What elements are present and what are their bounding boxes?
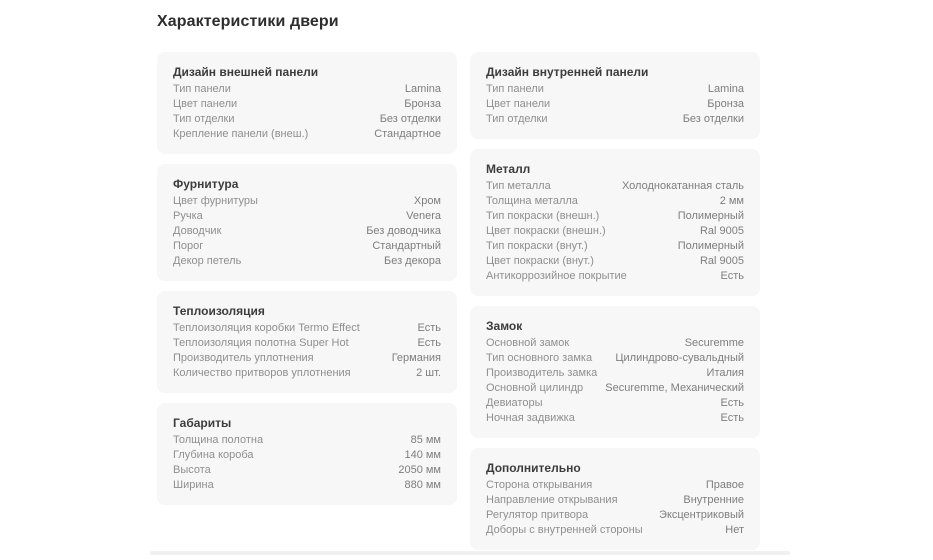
spec-row-value: Бронза (707, 98, 744, 110)
spec-row-label: Регулятор притвора (486, 509, 589, 521)
spec-row-value: 2050 мм (398, 464, 441, 476)
spec-row (486, 508, 744, 523)
spec-row-label: Основной замок (486, 337, 570, 349)
spec-row-value: Хром (413, 195, 441, 207)
spec-row-value: Внутренние (683, 494, 744, 506)
spec-row (486, 224, 744, 239)
spec-row-label: Цвет покраски (внешн.) (486, 225, 606, 237)
spec-row-value: Цилиндрово-сувальдный (615, 352, 744, 364)
spec-row (173, 351, 441, 366)
spec-row (173, 336, 441, 351)
spec-row-label: Ночная задвижка (486, 412, 575, 424)
spec-row-value: Без отделки (379, 113, 441, 125)
spec-row (486, 239, 744, 254)
spec-card-rows (173, 82, 441, 142)
spec-row-label: Доборы с внутренней стороны (486, 524, 643, 536)
spec-row-label: Крепление панели (внеш.) (173, 128, 309, 140)
spec-row (486, 112, 744, 127)
spec-row (173, 127, 441, 142)
spec-row-value: Есть (417, 322, 441, 334)
spec-row-label: Количество притворов уплотнения (173, 367, 351, 379)
spec-card (157, 403, 457, 505)
spec-row (173, 463, 441, 478)
spec-card-rows (173, 433, 441, 493)
spec-card-rows (486, 82, 744, 127)
spec-row-value: Без отделки (682, 113, 744, 125)
spec-row (486, 396, 744, 411)
spec-row-label: Теплоизоляция коробки Termo Effect (173, 322, 360, 334)
spec-row-value: Полимерный (677, 240, 744, 252)
spec-row-label: Антикоррозийное покрытие (486, 270, 627, 282)
spec-row-label: Тип отделки (486, 113, 548, 125)
spec-row (486, 366, 744, 381)
spec-row-label: Сторона открывания (486, 479, 593, 491)
spec-row-label: Толщина металла (486, 195, 578, 207)
spec-card-rows (173, 194, 441, 269)
spec-card-rows (486, 179, 744, 284)
spec-row-label: Глубина короба (173, 449, 254, 461)
spec-card-title: Металл (486, 162, 531, 176)
spec-card (157, 291, 457, 393)
spec-row-label: Цвет фурнитуры (173, 195, 258, 207)
spec-row-value: Стандартное (374, 128, 441, 140)
spec-row (486, 82, 744, 97)
spec-row-value: Полимерный (677, 210, 744, 222)
spec-row (173, 433, 441, 448)
spec-card-rows (173, 321, 441, 381)
spec-row-label: Ширина (173, 479, 214, 491)
spec-row (486, 209, 744, 224)
spec-card-title: Дополнительно (486, 461, 581, 475)
spec-row-label: Тип панели (173, 83, 231, 95)
spec-row-label: Декор петель (173, 255, 242, 267)
spec-row-value: Италия (706, 367, 744, 379)
spec-row-value: 140 мм (404, 449, 441, 461)
spec-row-label: Доводчик (173, 225, 222, 237)
spec-row-value: Ral 9005 (699, 225, 744, 237)
spec-row (486, 97, 744, 112)
spec-row-value: Германия (391, 352, 441, 364)
spec-card-title: Габариты (173, 416, 232, 430)
spec-row-label: Производитель уплотнения (173, 352, 314, 364)
spec-row-value: Ral 9005 (699, 255, 744, 267)
spec-row-value: 2 шт. (416, 367, 441, 379)
spec-row-value: Есть (720, 412, 744, 424)
spec-row-label: Тип покраски (внешн.) (486, 210, 600, 222)
spec-card-rows (486, 478, 744, 538)
spec-card-title: Фурнитура (173, 177, 239, 191)
spec-row (486, 254, 744, 269)
spec-row-value: Есть (417, 337, 441, 349)
spec-row-value: Эксцентриковый (659, 509, 744, 521)
spec-row (173, 448, 441, 463)
spec-row-value: Lamina (707, 83, 744, 95)
spec-row-value: Securemme (684, 337, 744, 349)
spec-row-value: Правое (705, 479, 744, 491)
spec-row-label: Производитель замка (486, 367, 598, 379)
spec-row (173, 224, 441, 239)
spec-row-label: Направление открывания (486, 494, 618, 506)
spec-row (486, 411, 744, 426)
page-title: Характеристики двери (157, 13, 339, 30)
bottom-section-divider (150, 551, 790, 555)
spec-row-label: Тип основного замка (486, 352, 593, 364)
spec-card-title: Теплоизоляция (173, 304, 265, 318)
spec-row-value: 85 мм (410, 434, 441, 446)
spec-row-label: Цвет покраски (внут.) (486, 255, 594, 267)
spec-row (173, 254, 441, 269)
spec-card (470, 149, 760, 296)
spec-card (157, 164, 457, 281)
spec-row-label: Цвет панели (486, 98, 551, 110)
spec-row (173, 97, 441, 112)
spec-row (486, 269, 744, 284)
spec-row (486, 336, 744, 351)
spec-row-label: Теплоизоляция полотна Super Hot (173, 337, 349, 349)
spec-row (486, 194, 744, 209)
spec-row-label: Ручка (173, 210, 203, 222)
spec-row-label: Порог (173, 240, 204, 252)
spec-card (470, 448, 760, 550)
spec-row-label: Цвет панели (173, 98, 238, 110)
spec-row-label: Тип покраски (внут.) (486, 240, 588, 252)
spec-row-value: Есть (720, 397, 744, 409)
spec-row-value: Без доводчика (366, 225, 441, 237)
spec-row-value: Без декора (383, 255, 441, 267)
spec-column-right (470, 52, 760, 550)
spec-row-value: Холоднокатанная сталь (621, 180, 744, 192)
spec-row (173, 366, 441, 381)
spec-card-title: Дизайн внутренней панели (486, 65, 649, 79)
spec-row (173, 194, 441, 209)
spec-row-value: Securemme, Механический (605, 382, 744, 394)
spec-row (486, 381, 744, 396)
spec-columns (157, 52, 760, 550)
spec-row-label: Тип металла (486, 180, 551, 192)
spec-row-value: Venera (406, 210, 441, 222)
spec-row (486, 493, 744, 508)
spec-card-title: Замок (486, 319, 523, 333)
spec-row-value: 2 мм (719, 195, 744, 207)
spec-column-left (157, 52, 457, 505)
spec-row-label: Девиаторы (486, 397, 543, 409)
spec-card (470, 52, 760, 139)
spec-row-value: Стандартный (372, 240, 441, 252)
spec-row (486, 179, 744, 194)
spec-row-value: Бронза (404, 98, 441, 110)
spec-row (486, 478, 744, 493)
spec-card (470, 306, 760, 438)
spec-row-value: Есть (720, 270, 744, 282)
spec-row-label: Тип панели (486, 83, 544, 95)
spec-row (486, 523, 744, 538)
spec-row (486, 351, 744, 366)
spec-row-label: Толщина полотна (173, 434, 264, 446)
spec-row (173, 209, 441, 224)
spec-row-label: Тип отделки (173, 113, 235, 125)
spec-row-label: Высота (173, 464, 211, 476)
spec-row (173, 478, 441, 493)
spec-card (157, 52, 457, 154)
spec-row-value: Нет (725, 524, 744, 536)
spec-row (173, 239, 441, 254)
spec-row-value: 880 мм (404, 479, 441, 491)
spec-row (173, 112, 441, 127)
spec-row-value: Lamina (404, 83, 441, 95)
spec-row (173, 321, 441, 336)
spec-row-label: Основной цилиндр (486, 382, 584, 394)
spec-card-rows (486, 336, 744, 426)
spec-row (173, 82, 441, 97)
spec-card-title: Дизайн внешней панели (173, 65, 319, 79)
